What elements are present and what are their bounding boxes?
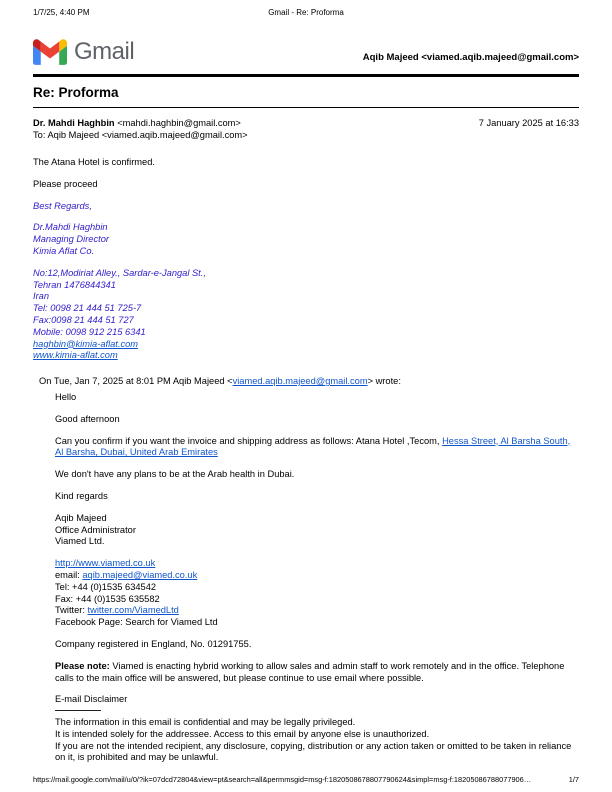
signature-email-link[interactable]: haghbin@kimia-aflat.com — [33, 338, 139, 349]
gmail-logo — [33, 38, 134, 66]
quote-signature-role: Office Administrator — [55, 524, 136, 535]
signature-address-line: Iran — [33, 291, 50, 302]
body-paragraph: Please proceed — [33, 178, 98, 189]
divider-thin — [33, 107, 579, 108]
signature-website-link[interactable]: www.kimia-aflat.com — [33, 350, 118, 361]
quote-attribution-text: > wrote: — [367, 376, 401, 387]
disclaimer-line: It is intended solely for the addressee. Access to this email by anyone else is unauthorized. — [55, 728, 430, 739]
footer-url: https://mail.google.com/mail/u/0/?ik=07dcd72804&view=pt&search=all&permmsgid=msg-f:1820508678807790624&simpl=msg-f:18205086788077906… — [33, 775, 532, 784]
note-label: Please note: — [55, 660, 110, 671]
from-row — [33, 117, 579, 129]
signature-fax: Fax:0098 21 444 51 727 — [33, 314, 134, 325]
message-date: 7 January 2025 at 16:33 — [478, 118, 579, 128]
signature-identity — [33, 222, 579, 257]
signature-regards: Best Regards, — [33, 200, 92, 211]
body-paragraph: The Atana Hotel is confirmed. — [33, 157, 155, 167]
email-label: email: — [55, 569, 83, 580]
from-email: <mahdi.haghbin@gmail.com> — [117, 118, 241, 128]
quote-paragraph: Good afternoon — [55, 413, 120, 424]
viamed-tel: Tel: +44 (0)1535 634542 — [55, 581, 157, 592]
quoted-message — [55, 392, 579, 764]
disclaimer-divider — [55, 710, 101, 711]
quote-attribution — [39, 376, 579, 388]
quote-signature-company: Viamed Ltd. — [55, 536, 105, 547]
hybrid-working-note — [55, 661, 579, 685]
signature-name: Dr.Mahdi Haghbin — [33, 222, 108, 233]
print-doc-title: Gmail - Re: Proforma — [268, 8, 344, 17]
footer-page-number: 1/7 — [568, 775, 579, 784]
company-registration: Company registered in England, No. 01291755. — [55, 638, 252, 649]
print-datetime: 1/7/25, 4:40 PM — [33, 8, 90, 17]
subject-title: Re: Proforma — [33, 85, 119, 100]
quote-paragraph: Hello — [55, 391, 77, 402]
note-text: Viamed is enacting hybrid working to allow sales and admin staff to work remotely and in the office. Telephone calls to the main office will be answered, but please continue to use email where possible. — [55, 660, 565, 683]
signature-company: Kimia Aflat Co. — [33, 245, 95, 256]
viamed-fax: Fax: +44 (0)1535 635582 — [55, 593, 160, 604]
message-header — [33, 117, 579, 141]
twitter-link[interactable]: twitter.com/ViamedLtd — [87, 605, 179, 616]
quote-signature-name: Aqib Majeed — [55, 512, 107, 523]
quote-attribution-email-link[interactable]: viamed.aqib.majeed@gmail.com — [232, 376, 368, 387]
print-header — [33, 8, 579, 18]
quote-paragraph — [55, 436, 579, 460]
signature-title: Managing Director — [33, 234, 109, 245]
signature-address-line: No:12,Modiriat Alley., Sardar-e-Jangal St., — [33, 267, 206, 278]
to-field: To: Aqib Majeed <viamed.aqib.majeed@gmail.com> — [33, 130, 248, 140]
quote-paragraph: Kind regards — [55, 490, 108, 501]
account-identity — [363, 52, 579, 66]
signature-mobile: Mobile: 0098 912 215 6341 — [33, 326, 146, 337]
signature-tel: Tel: 0098 21 444 51 725-7 — [33, 303, 142, 314]
disclaimer-title: E-mail Disclaimer — [55, 694, 128, 705]
quote-signature-contact — [55, 558, 579, 629]
quote-signature-identity — [55, 513, 579, 548]
divider-thick — [33, 74, 579, 77]
viamed-email-link[interactable]: aqib.majeed@viamed.co.uk — [82, 569, 198, 580]
from-name: Dr. Mahdi Haghbin — [33, 118, 115, 128]
shipping-address-link[interactable]: Hessa Street, Al Barsha South, Al Barsha, Dubai, United Arab Emirates — [55, 435, 571, 458]
viamed-website-link[interactable]: http://www.viamed.co.uk — [55, 558, 156, 569]
gmail-header-bar — [33, 38, 579, 66]
confirm-text: Can you confirm if you want the invoice and shipping address as follows: Atana Hotel ,Tecom, — [55, 435, 443, 446]
twitter-label: Twitter: — [55, 605, 88, 616]
signature-contact — [33, 268, 579, 362]
from-field — [33, 117, 241, 129]
disclaimer-line: The information in this email is confidential and may be legally privileged. — [55, 717, 356, 728]
account-email: <viamed.aqib.majeed@gmail.com> — [421, 52, 579, 63]
account-name: Aqib Majeed — [362, 52, 419, 63]
quote-paragraph: We don't have any plans to be at the Arab health in Dubai. — [55, 469, 295, 480]
message-body — [33, 157, 579, 764]
facebook-line: Facebook Page: Search for Viamed Ltd — [55, 617, 218, 628]
gmail-m-icon — [33, 39, 67, 65]
quote-attribution-text: On Tue, Jan 7, 2025 at 8:01 PM Aqib Majeed < — [39, 376, 233, 387]
signature-address-line: Tehran 1476844341 — [33, 279, 116, 290]
gmail-logo-text: Gmail — [74, 38, 135, 65]
disclaimer-line: If you are not the intended recipient, any disclosure, copying, distribution or any action taken or omitted to be taken in reliance on it, is prohibited and may be unlawful. — [55, 740, 572, 763]
print-footer — [33, 775, 579, 784]
